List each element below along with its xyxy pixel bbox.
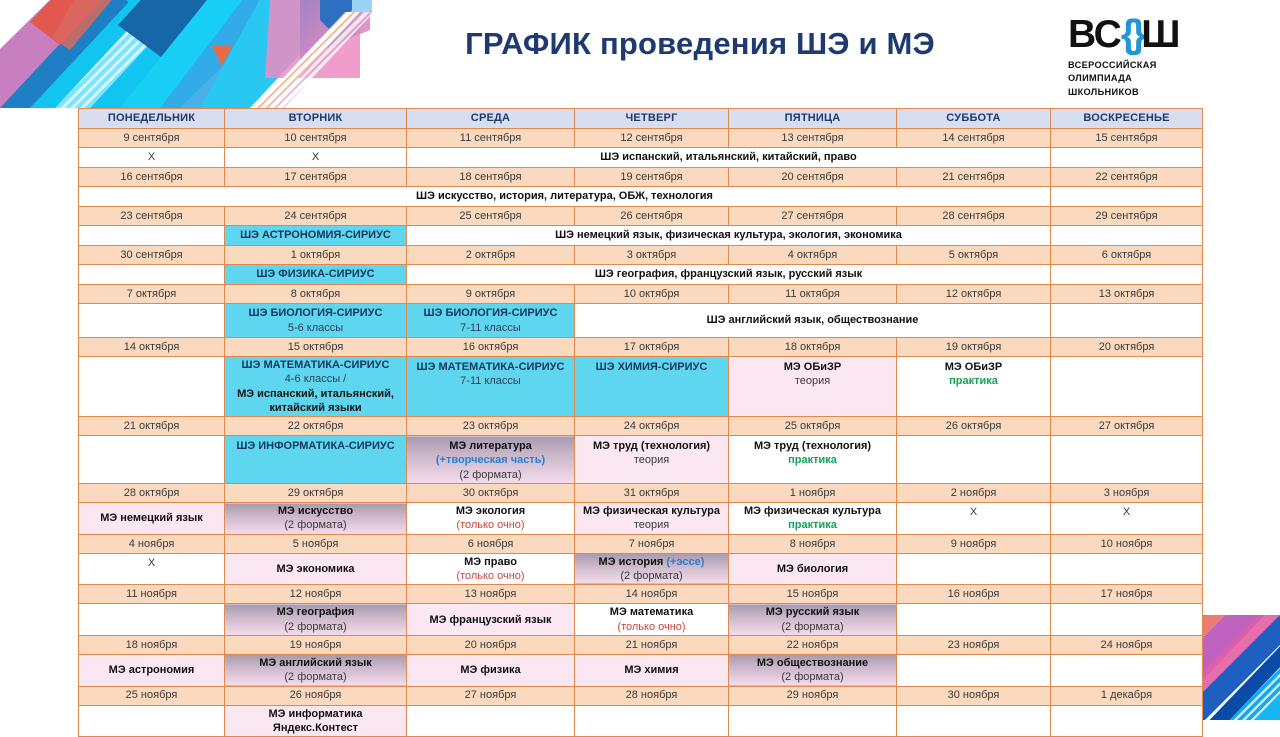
logo-subtitle-line1: ВСЕРОССИЙСКАЯ [1068, 60, 1157, 70]
date-cell: 15 ноября [729, 585, 897, 604]
date-cell: 15 сентября [1051, 129, 1203, 148]
date-cell: 23 октября [407, 417, 575, 436]
event-title: МЭ немецкий язык [100, 512, 203, 525]
date-cell: 12 сентября [575, 129, 729, 148]
date-cell: 30 октября [407, 484, 575, 503]
event-row-w9 [79, 553, 1203, 585]
event-cell-pe-practice [729, 503, 897, 535]
event-cell [1051, 357, 1203, 417]
weekday-header-wednesday: СРЕДА [407, 109, 575, 129]
event-cell [1051, 705, 1203, 737]
event-cell [79, 604, 225, 636]
date-row-w3 [79, 207, 1203, 226]
event-title: МЭ литература [449, 440, 532, 453]
weekday-header-thursday: ЧЕТВЕРГ [575, 109, 729, 129]
event-cell-french [407, 604, 575, 636]
event-title: МЭ математика [609, 606, 694, 619]
weekday-header-friday: ПЯТНИЦА [729, 109, 897, 129]
date-cell: 30 ноября [897, 686, 1051, 705]
event-subtitle: (2 формата) [781, 620, 844, 633]
date-cell: 17 ноября [1051, 585, 1203, 604]
date-cell: 16 ноября [897, 585, 1051, 604]
event-cell-chemistry-sirius [575, 357, 729, 417]
date-cell: 12 ноября [225, 585, 407, 604]
date-cell: 10 октября [575, 285, 729, 304]
event-cell [897, 604, 1051, 636]
date-cell: 24 ноября [1051, 635, 1203, 654]
date-cell: 28 ноября [575, 686, 729, 705]
event-cell-math-me [575, 604, 729, 636]
event-row-w2 [79, 187, 1203, 207]
event-cell-merged: ШЭ география, французский язык, русский язык [407, 265, 1051, 285]
date-cell: 1 ноября [729, 484, 897, 503]
date-cell: 7 октября [79, 285, 225, 304]
date-cell: 9 октября [407, 285, 575, 304]
event-subtitle: (2 формата) [781, 671, 844, 684]
date-cell: 29 сентября [1051, 207, 1203, 226]
date-cell: 21 ноября [575, 635, 729, 654]
event-title: МЭ английский язык [259, 656, 372, 669]
event-cell [729, 705, 897, 737]
date-cell: 16 сентября [79, 168, 225, 187]
event-subtitle: (2 формата) [284, 671, 347, 684]
date-cell: 29 ноября [729, 686, 897, 705]
event-cell-english-me [225, 654, 407, 686]
date-cell: 27 ноября [407, 686, 575, 705]
event-title-line [577, 555, 726, 569]
event-title: ШЭ МАТЕМАТИКА-СИРИУС [416, 361, 565, 373]
event-cell-law [407, 553, 575, 585]
date-cell: 27 октября [1051, 417, 1203, 436]
event-cell [79, 357, 225, 417]
event-subtitle: 5-6 классы [287, 321, 344, 334]
page-title: ГРАФИК проведения ШЭ и МЭ [465, 26, 935, 61]
event-title: МЭ физическая культура [583, 505, 720, 518]
schedule-table [78, 108, 1203, 737]
event-subtitle: (2 формата) [284, 620, 347, 633]
date-cell: 2 ноября [897, 484, 1051, 503]
event-subtitle: теория [794, 375, 831, 388]
date-cell: 12 октября [897, 285, 1051, 304]
event-cell-history [575, 553, 729, 585]
vsosh-logo [1068, 14, 1254, 99]
date-cell: 2 октября [407, 246, 575, 265]
event-cell-merged: ШЭ английский язык, обществознание [575, 304, 1051, 338]
event-row-w6 [79, 357, 1203, 417]
date-cell: 11 ноября [79, 585, 225, 604]
date-cell: 18 ноября [79, 635, 225, 654]
date-cell: 25 ноября [79, 686, 225, 705]
event-title: МЭ труд (технология) [592, 440, 711, 453]
event-subtitle: 7-11 классы [460, 375, 521, 388]
event-cell-obizr-practice [897, 357, 1051, 417]
event-cell [897, 705, 1051, 737]
date-cell: 17 октября [575, 338, 729, 357]
date-cell: 1 октября [225, 246, 407, 265]
event-subtitle: (только очно) [456, 570, 525, 583]
event-cell-physics-me [407, 654, 575, 686]
date-cell: 25 октября [729, 417, 897, 436]
date-cell: 20 ноября [407, 635, 575, 654]
date-cell: 26 сентября [575, 207, 729, 226]
event-title: МЭ французский язык [429, 613, 552, 626]
event-cell-astronomy-me [79, 654, 225, 686]
event-cell-biology-sirius-5-6 [225, 304, 407, 338]
date-cell: 31 октября [575, 484, 729, 503]
date-cell: 4 октября [729, 246, 897, 265]
schedule-table-wrapper [78, 108, 1202, 737]
date-cell: 6 ноября [407, 534, 575, 553]
event-title: МЭ ОБиЗР [783, 361, 842, 373]
date-cell: 14 октября [79, 338, 225, 357]
event-cell-german [79, 503, 225, 535]
date-row-w10 [79, 585, 1203, 604]
weekday-header-tuesday: ВТОРНИК [225, 109, 407, 129]
event-cell [897, 553, 1051, 585]
date-cell: 18 октября [729, 338, 897, 357]
event-title: МЭ труд (технология) [753, 440, 872, 453]
date-cell: 29 октября [225, 484, 407, 503]
date-cell: 13 ноября [407, 585, 575, 604]
date-cell: 10 сентября [225, 129, 407, 148]
date-row-w5 [79, 285, 1203, 304]
event-subtitle-1: (+творческая часть) [435, 454, 546, 467]
event-cell-geography [225, 604, 407, 636]
event-title: МЭ экономика [276, 562, 355, 575]
event-cell: X [897, 503, 1051, 535]
event-title: МЭ информатика [268, 707, 363, 720]
date-cell: 30 сентября [79, 246, 225, 265]
event-title: МЭ география [276, 606, 355, 619]
event-subtitle: практика [949, 375, 998, 388]
event-title: МЭ ОБиЗР [944, 361, 1003, 373]
event-cell [79, 226, 225, 246]
event-title: МЭ физическая культура [744, 505, 881, 518]
weekday-header-monday: ПОНЕДЕЛЬНИК [79, 109, 225, 129]
event-cell-merged: ШЭ испанский, итальянский, китайский, право [407, 148, 1051, 168]
event-row-w3 [79, 226, 1203, 246]
event-cell-labor-practice [729, 436, 897, 484]
event-cell-merged: ШЭ немецкий язык, физическая культура, экология, экономика [407, 226, 1051, 246]
date-cell: 13 октября [1051, 285, 1203, 304]
event-row-w7 [79, 436, 1203, 484]
event-subtitle: практика [788, 454, 837, 467]
date-row-w7 [79, 417, 1203, 436]
event-title: МЭ экология [455, 505, 526, 518]
event-extra-line2: китайский языки [269, 401, 362, 414]
date-cell: 23 ноября [897, 635, 1051, 654]
date-row-w4 [79, 246, 1203, 265]
event-title: МЭ химия [624, 664, 679, 677]
event-title: МЭ право [464, 555, 517, 568]
event-title: МЭ русский язык [765, 606, 860, 619]
event-cell: X [1051, 503, 1203, 535]
date-cell: 22 октября [225, 417, 407, 436]
logo-mark-right: Ш [1141, 12, 1180, 56]
date-cell: 24 сентября [225, 207, 407, 226]
event-extra-line1: МЭ испанский, итальянский, [237, 387, 394, 400]
event-cell-biology-me [729, 553, 897, 585]
event-cell [1051, 304, 1203, 338]
event-cell [1051, 148, 1203, 168]
event-title: МЭ физика [460, 664, 521, 677]
date-row-w8 [79, 484, 1203, 503]
event-cell-informatics-sirius [225, 436, 407, 484]
event-cell [1051, 654, 1203, 686]
event-title: ШЭ МАТЕМАТИКА-СИРИУС [241, 359, 390, 371]
event-cell-biology-sirius-7-11 [407, 304, 575, 338]
date-row-w2 [79, 168, 1203, 187]
event-cell-social-studies [729, 654, 897, 686]
logo-mark-brackets: {} [1120, 12, 1142, 56]
event-cell: X [225, 148, 407, 168]
date-cell: 21 сентября [897, 168, 1051, 187]
event-row-w12 [79, 705, 1203, 737]
date-cell: 18 сентября [407, 168, 575, 187]
date-cell: 20 октября [1051, 338, 1203, 357]
date-cell: 23 сентября [79, 207, 225, 226]
event-title: ШЭ ИНФОРМАТИКА-СИРИУС [236, 440, 395, 453]
date-cell: 17 сентября [225, 168, 407, 187]
event-cell-obizr-theory [729, 357, 897, 417]
event-subtitle: практика [788, 519, 837, 532]
date-cell: 20 сентября [729, 168, 897, 187]
weekday-header-sunday: ВОСКРЕСЕНЬЕ [1051, 109, 1203, 129]
date-row-w11 [79, 635, 1203, 654]
event-cell-art [225, 503, 407, 535]
date-cell: 15 октября [225, 338, 407, 357]
date-cell: 3 октября [575, 246, 729, 265]
weekday-header-row [79, 109, 1203, 129]
event-cell-physics-sirius: ШЭ ФИЗИКА-СИРИУС [225, 265, 407, 285]
date-cell: 28 октября [79, 484, 225, 503]
event-cell [1051, 187, 1203, 207]
date-row-w1 [79, 129, 1203, 148]
date-row-w6 [79, 338, 1203, 357]
event-cell-literature [407, 436, 575, 484]
date-cell: 19 ноября [225, 635, 407, 654]
event-row-w11 [79, 654, 1203, 686]
event-row-w8 [79, 503, 1203, 535]
date-cell: 26 ноября [225, 686, 407, 705]
event-cell [575, 705, 729, 737]
event-cell [79, 304, 225, 338]
date-row-w12 [79, 686, 1203, 705]
event-cell [1051, 604, 1203, 636]
weekday-header-saturday: СУББОТА [897, 109, 1051, 129]
event-subtitle-2: (2 формата) [459, 468, 522, 481]
date-cell: 7 ноября [575, 534, 729, 553]
date-cell: 14 ноября [575, 585, 729, 604]
date-cell: 8 ноября [729, 534, 897, 553]
event-cell-economics [225, 553, 407, 585]
event-cell [1051, 265, 1203, 285]
event-cell-math-sirius-4-6 [225, 357, 407, 417]
event-cell [897, 436, 1051, 484]
event-cell-astronomy-sirius: ШЭ АСТРОНОМИЯ-СИРИУС [225, 226, 407, 246]
event-subtitle: (только очно) [456, 519, 525, 532]
event-subtitle: теория [633, 454, 670, 467]
date-cell: 19 сентября [575, 168, 729, 187]
event-subtitle: (2 формата) [620, 570, 683, 583]
event-title: ШЭ ХИМИЯ-СИРИУС [595, 361, 708, 373]
event-row-w10 [79, 604, 1203, 636]
event-title-annex: (+эссе) [666, 555, 705, 568]
date-cell: 19 октября [897, 338, 1051, 357]
date-cell: 13 сентября [729, 129, 897, 148]
date-cell: 9 ноября [897, 534, 1051, 553]
logo-subtitle-line3: ШКОЛЬНИКОВ [1068, 86, 1139, 97]
event-cell: X [79, 148, 225, 168]
logo-mark [1068, 14, 1254, 54]
event-cell-pe-theory [575, 503, 729, 535]
event-cell [1051, 226, 1203, 246]
event-cell [897, 654, 1051, 686]
event-title: МЭ биология [776, 562, 849, 575]
date-cell: 11 сентября [407, 129, 575, 148]
event-subtitle: 7-11 классы [460, 321, 521, 334]
event-row-w1 [79, 148, 1203, 168]
date-row-w9 [79, 534, 1203, 553]
date-cell: 3 ноября [1051, 484, 1203, 503]
event-cell-russian [729, 604, 897, 636]
logo-subtitle-line2: ОЛИМПИАДА [1068, 73, 1133, 84]
event-cell-labor-theory [575, 436, 729, 484]
date-cell: 5 октября [897, 246, 1051, 265]
event-cell-merged: ШЭ искусство, история, литература, ОБЖ, технология [79, 187, 1051, 207]
event-cell-informatics-me [225, 705, 407, 737]
date-cell: 4 ноября [79, 534, 225, 553]
event-subtitle: (только очно) [617, 620, 686, 633]
date-cell: 28 сентября [897, 207, 1051, 226]
event-subtitle: (2 формата) [284, 519, 347, 532]
date-cell: 10 ноября [1051, 534, 1203, 553]
date-cell: 9 сентября [79, 129, 225, 148]
date-cell: 6 октября [1051, 246, 1203, 265]
date-cell: 11 октября [729, 285, 897, 304]
event-title: МЭ история [598, 555, 667, 568]
date-cell: 21 октября [79, 417, 225, 436]
event-cell [79, 436, 225, 484]
event-title: МЭ обществознание [756, 656, 869, 669]
date-cell: 16 октября [407, 338, 575, 357]
event-cell [407, 705, 575, 737]
event-title: ШЭ БИОЛОГИЯ-СИРИУС [423, 307, 558, 320]
date-cell: 8 октября [225, 285, 407, 304]
event-title: МЭ искусство [277, 505, 354, 518]
event-title: МЭ астрономия [108, 664, 195, 677]
date-cell: 14 сентября [897, 129, 1051, 148]
date-cell: 26 октября [897, 417, 1051, 436]
date-cell: 22 ноября [729, 635, 897, 654]
date-cell: 22 сентября [1051, 168, 1203, 187]
event-cell-chemistry-me [575, 654, 729, 686]
event-row-w5 [79, 304, 1203, 338]
date-cell: 1 декабря [1051, 686, 1203, 705]
event-row-w4 [79, 265, 1203, 285]
event-subtitle: 4-6 классы / [284, 373, 347, 386]
date-cell: 25 сентября [407, 207, 575, 226]
logo-subtitle [1068, 59, 1254, 99]
event-cell-math-sirius-7-11 [407, 357, 575, 417]
event-cell-ecology [407, 503, 575, 535]
event-subtitle: Яндекс.Контест [272, 721, 359, 734]
event-title: ШЭ БИОЛОГИЯ-СИРИУС [248, 307, 383, 320]
event-cell: X [79, 553, 225, 585]
logo-mark-left: ВС [1068, 12, 1121, 56]
date-cell: 27 сентября [729, 207, 897, 226]
date-cell: 24 октября [575, 417, 729, 436]
event-subtitle: теория [633, 519, 670, 532]
event-cell [1051, 436, 1203, 484]
event-cell [79, 265, 225, 285]
event-cell [1051, 553, 1203, 585]
date-cell: 5 ноября [225, 534, 407, 553]
event-cell [79, 705, 225, 737]
